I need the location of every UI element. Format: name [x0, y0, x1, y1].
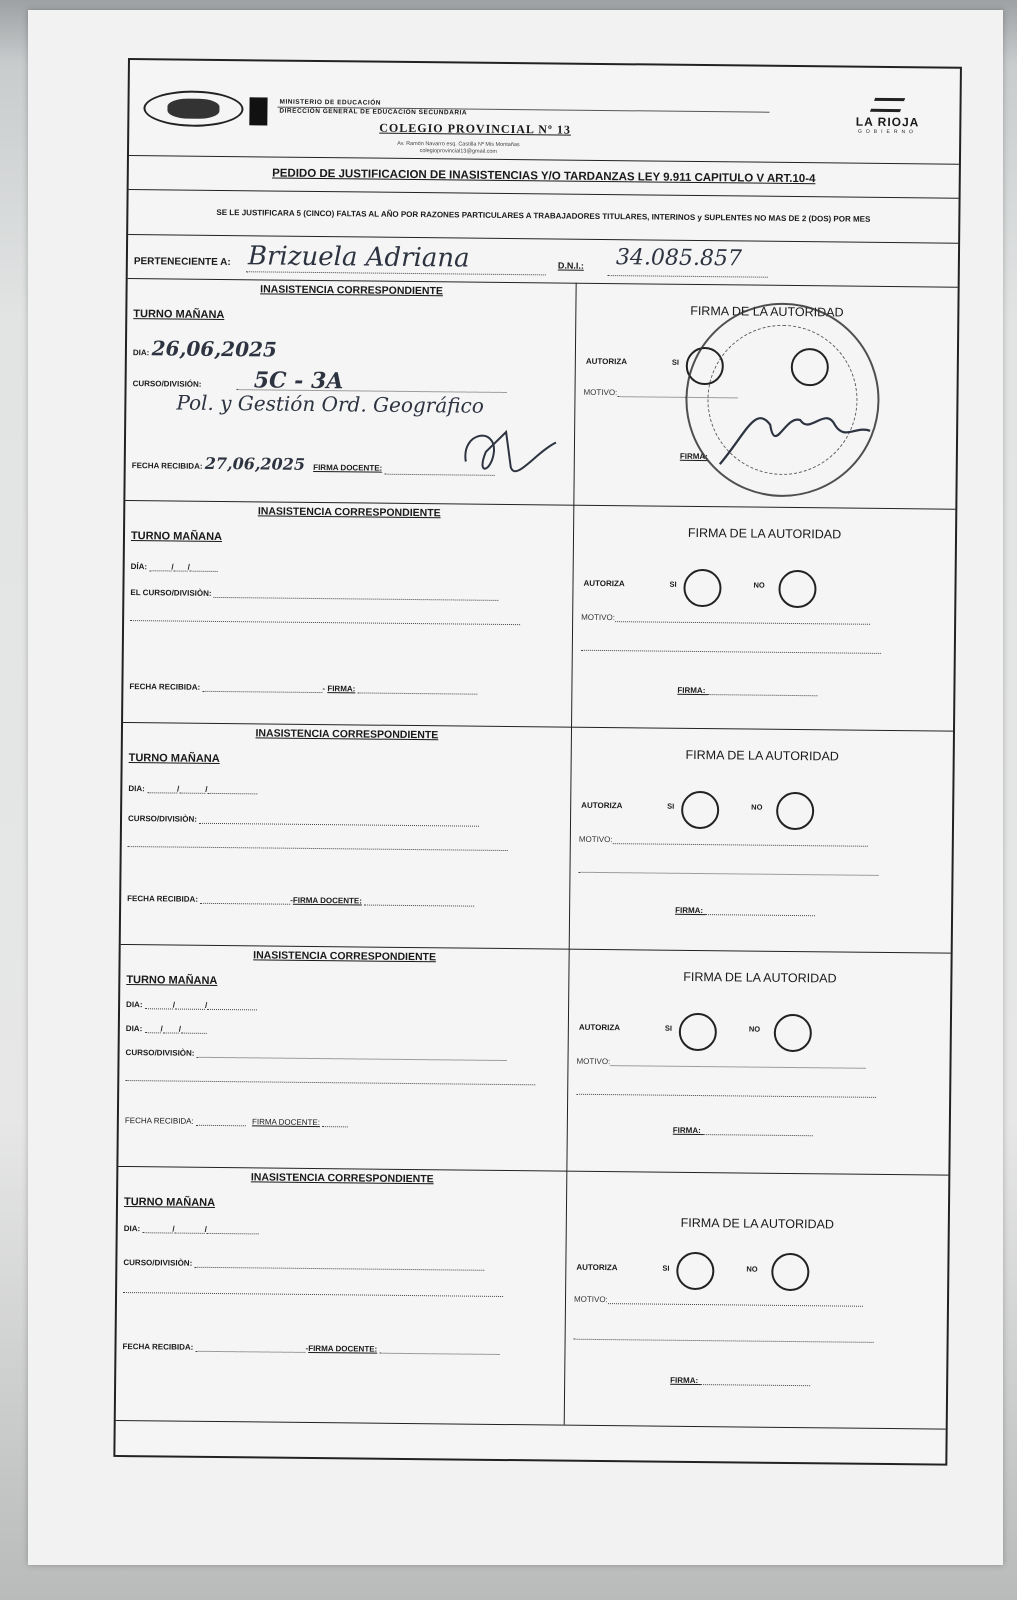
authority-title: FIRMA DE LA AUTORIDAD: [690, 303, 844, 320]
dia-field[interactable]: DIA: / /: [128, 784, 257, 794]
school-address: [397, 141, 520, 156]
firma-field[interactable]: FIRMA:: [670, 1376, 810, 1386]
authority-signature: [715, 394, 876, 476]
school-logo: [143, 90, 243, 127]
si-label: SI: [667, 801, 675, 811]
authority-column: [572, 505, 955, 731]
no-label: NO: [748, 1024, 761, 1034]
motivo-field[interactable]: MOTIVO:: [579, 835, 868, 847]
si-label: SI: [662, 1263, 670, 1273]
teacher-column: [116, 1166, 568, 1425]
turno-label: TURNO MAÑANA: [133, 308, 225, 322]
authority-title: FIRMA DE LA AUTORIDAD: [687, 525, 842, 542]
turno-label: TURNO MAÑANA: [126, 974, 218, 987]
motivo-field[interactable]: MOTIVO:: [574, 1295, 863, 1307]
la-rioja-logo: [856, 98, 920, 136]
no-checkbox[interactable]: [776, 792, 814, 830]
absence-section-2: [123, 500, 955, 732]
si-checkbox[interactable]: [679, 1013, 717, 1051]
paper-sheet: [28, 10, 1003, 1565]
teacher-signature: [456, 421, 567, 482]
address-line1: Av. Ramón Navarro esq. Castilla Nº Mis Montañas: [397, 140, 520, 149]
section-heading: INASISTENCIA CORRESPONDIENTE: [257, 505, 441, 520]
teacher-column: [123, 500, 574, 727]
autoriza-label: AUTORIZA: [578, 1022, 621, 1033]
curso-value: 5C - 3A: [253, 367, 344, 395]
curso-field[interactable]: EL CURSO/DIVISIÒN:: [130, 588, 499, 601]
belongs-name[interactable]: Brizuela Adriana: [247, 241, 470, 274]
form-header: [129, 60, 960, 165]
authority-title: FIRMA DE LA AUTORIDAD: [683, 969, 837, 986]
absence-section-5: [116, 1166, 949, 1430]
autoriza-label: AUTORIZA: [585, 356, 628, 367]
firma-field[interactable]: FIRMA:: [675, 906, 815, 916]
address-line2: colegioprovincial13@gmail.com: [419, 148, 498, 155]
firma-field[interactable]: FIRMA:: [677, 686, 817, 696]
section-heading: INASISTENCIA CORRESPONDIENTE: [255, 727, 439, 742]
si-label: SI: [671, 357, 679, 367]
no-label: NO: [746, 1264, 758, 1274]
ministry-line2: DIRECCIÓN GENERAL DE EDUCACIÓN SECUNDARIA: [279, 107, 468, 117]
curso-field[interactable]: CURSO/DIVISIÒN:: [128, 814, 479, 827]
dni-label: D.N.I.:: [557, 260, 584, 271]
dia-field[interactable]: DIA: / /: [126, 1000, 257, 1010]
turno-label: TURNO MAÑANA: [123, 1196, 216, 1209]
fecha-value: 27,06,2025: [204, 453, 306, 474]
curso-label: CURSO/DIVISIÓN:: [132, 379, 202, 389]
authority-column: [570, 727, 953, 953]
dia-value: 26,06,2025: [151, 336, 278, 362]
government-name: LA RIOJA: [855, 114, 920, 130]
autoriza-label: AUTORIZA: [583, 578, 625, 589]
no-checkbox[interactable]: [774, 1014, 812, 1052]
belongs-label: PERTENECIENTE A:: [133, 256, 231, 269]
autoriza-label: AUTORIZA: [581, 800, 623, 811]
firma-docente-label: FIRMA DOCENTE:: [313, 462, 383, 473]
teacher-column: [121, 722, 572, 949]
motivo-field[interactable]: MOTIVO:: [576, 1057, 865, 1069]
motivo-field[interactable]: MOTIVO:: [583, 388, 737, 399]
section-heading: INASISTENCIA CORRESPONDIENTE: [253, 949, 437, 964]
no-checkbox[interactable]: [778, 570, 816, 608]
authority-column: [574, 283, 957, 509]
section-heading: INASISTENCIA CORRESPONDIENTE: [260, 283, 444, 298]
authority-title: FIRMA DE LA AUTORIDAD: [685, 747, 839, 764]
section-heading: INASISTENCIA CORRESPONDIENTE: [250, 1171, 434, 1186]
absence-section-3: [121, 722, 953, 954]
curso-field[interactable]: CURSO/DIVISIÒN:: [123, 1258, 484, 1271]
no-label: NO: [751, 802, 763, 812]
autoriza-label: AUTORIZA: [576, 1262, 618, 1273]
curso-subject: Pol. y Gestión Ord. Geográfico: [176, 390, 484, 418]
ministry-mark: [249, 97, 267, 125]
dni-value[interactable]: 34.085.857: [615, 245, 743, 272]
firma-field[interactable]: FIRMA:: [673, 1126, 813, 1136]
fecha-field[interactable]: FECHA RECIBIDA: -FIRMA DOCENTE:: [122, 1342, 499, 1355]
teacher-column: [125, 278, 576, 505]
flag-icon: [870, 98, 905, 112]
government-sub: GOBIERNO: [857, 128, 917, 136]
si-checkbox[interactable]: [676, 1252, 714, 1290]
curso-field[interactable]: CURSO/DIVISIÒN:: [126, 1048, 507, 1061]
dia-label: DIA:: [132, 348, 150, 358]
si-label: SI: [664, 1023, 673, 1033]
no-label: NO: [753, 580, 765, 590]
justification-form: [113, 58, 962, 1466]
teacher-column: [118, 944, 569, 1171]
authority-title: FIRMA DE LA AUTORIDAD: [680, 1215, 835, 1232]
fecha-field[interactable]: FECHA RECIBIDA: - FIRMA:: [129, 682, 477, 695]
fecha-field[interactable]: FECHA RECIBIDA: -FIRMA DOCENTE:: [127, 894, 474, 907]
dia-field-2[interactable]: DIA: / /: [126, 1024, 207, 1034]
ministry-line1: MINISTERIO DE EDUCACIÓN: [279, 98, 381, 107]
si-checkbox[interactable]: [683, 569, 721, 607]
fecha-field[interactable]: FECHA RECIBIDA: FIRMA DOCENTE:: [125, 1116, 348, 1127]
turno-label: TURNO MAÑANA: [130, 530, 223, 544]
motivo-field[interactable]: MOTIVO:: [581, 613, 870, 625]
firma-label: FIRMA:: [679, 451, 708, 462]
authority-column: [567, 949, 950, 1175]
absence-section-4: [118, 944, 950, 1176]
turno-label: TURNO MAÑANA: [128, 752, 220, 765]
school-name: COLEGIO PROVINCIAL Nº 13: [379, 120, 572, 137]
notice-text: SE LE JUSTIFICARA 5 (CINCO) FALTAS AL AÑO POR RAZONES PARTICULARES A TRABAJADORES TITULARES, INTERINOS y SUPLENTES NO MAS DE 2 (DOS) POR MES: [216, 207, 871, 224]
dia-field[interactable]: DÍA: / /: [131, 562, 218, 572]
fecha-label: FECHA RECIBIDA:: [131, 461, 203, 471]
dia-field[interactable]: DIA: / /: [124, 1224, 259, 1234]
absence-section-1: [125, 278, 957, 510]
dia-field[interactable]: [133, 336, 277, 362]
no-checkbox[interactable]: [771, 1253, 809, 1291]
si-checkbox[interactable]: [681, 791, 719, 829]
form-title: PEDIDO DE JUSTIFICACION DE INASISTENCIAS Y/O TARDANZAS LEY 9.911 CAPITULO V ART.10-4: [272, 167, 816, 186]
fecha-field[interactable]: [132, 453, 495, 476]
si-label: SI: [669, 579, 677, 589]
authority-column: [565, 1171, 949, 1429]
